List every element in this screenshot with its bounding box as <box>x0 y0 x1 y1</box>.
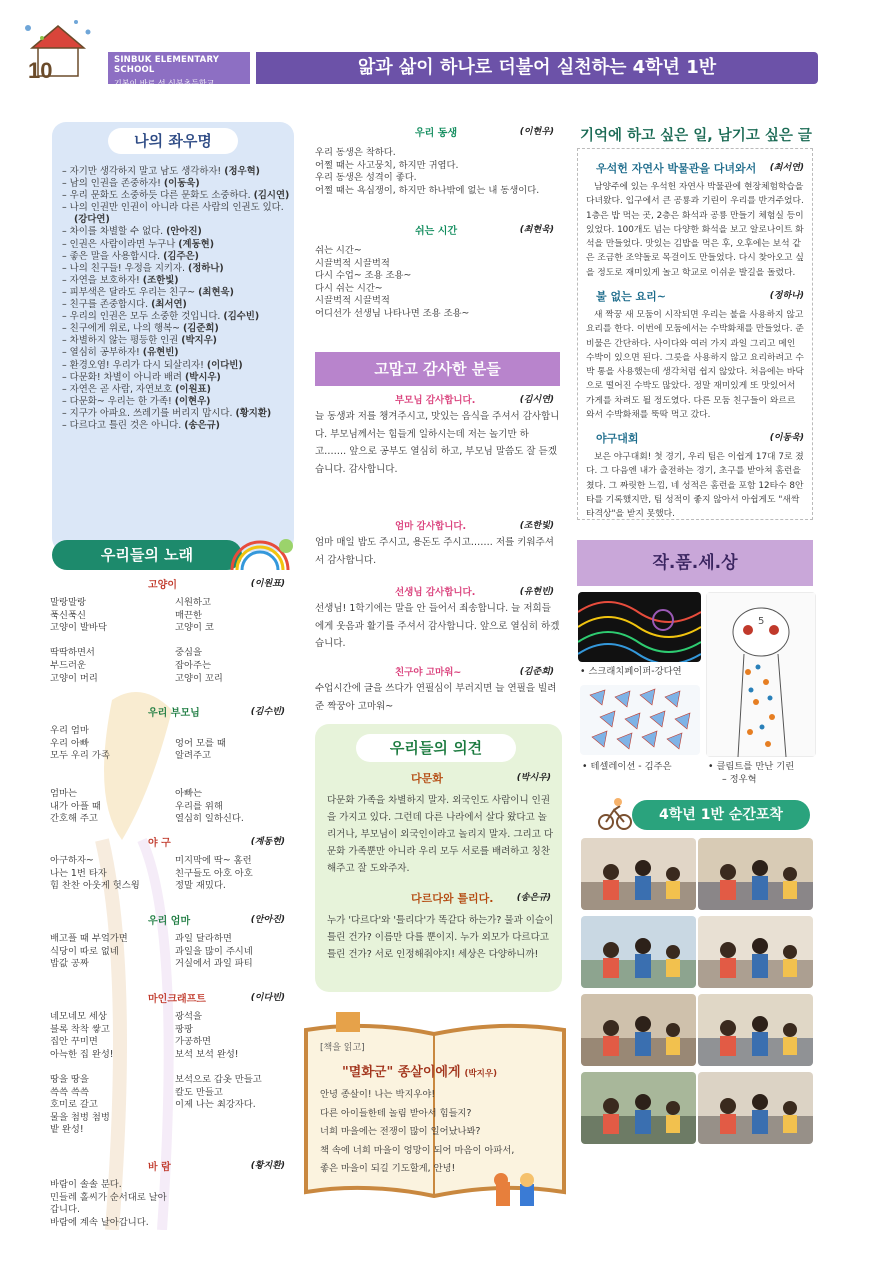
poem-author: (이현우) <box>519 127 554 137</box>
motto-author: (김주은) <box>163 250 199 262</box>
motto-author: (강다연) <box>74 214 110 226</box>
poem-line: 다시 수업~ 조용 조용~ <box>315 270 412 281</box>
song-title: 고양이 <box>148 580 177 591</box>
thanks-item <box>315 392 560 478</box>
motto-text: 나의 친구들! 우정을 지키자. <box>69 262 185 274</box>
song-poem <box>50 1158 295 1229</box>
rainbow-decoration <box>230 534 295 572</box>
poem-break-time <box>315 222 560 320</box>
motto-text: 남의 인권을 존중하자! <box>69 178 161 190</box>
motto-text: 환경오염! 우리가 다시 되살리자! <box>69 359 204 371</box>
thanks-item <box>315 518 560 569</box>
song-line: 우리를 위해 <box>175 800 223 812</box>
motto-author: (김준희) <box>183 323 219 335</box>
book-author: (박지우) <box>464 1069 497 1079</box>
motto-item: – 우리 문화도 소중하듯 다른 문화도 소중하다. (김시연) <box>62 190 290 202</box>
song-poem <box>50 834 295 893</box>
song-line: 보석으로 갑옷 만들고 <box>175 1073 262 1085</box>
motto-text: 다문화~ 우리는 한 가족! <box>69 395 172 407</box>
gallery-caption: • 테셀레이션 - 김주은 <box>582 761 672 772</box>
book-report <box>320 1040 552 1179</box>
song-line: 물을 첨벙 첨벙 <box>50 1111 110 1123</box>
memory-title: 야구대회 <box>596 432 639 445</box>
book-line: 안녕 종살이! 나는 박지우야! <box>320 1089 436 1100</box>
song-title: 우리 부모님 <box>148 708 200 719</box>
song-line: 미지막에 딱~ 홈런 <box>175 855 252 866</box>
song-line <box>175 775 295 788</box>
song-line: 고양이 발바닥 <box>50 622 107 634</box>
memory-title: 우석헌 자연사 박물관을 다녀와서 <box>596 162 757 175</box>
song-line: 바람이 솔솔 분다. <box>50 1179 122 1190</box>
motto-text: 좋은 말을 사용합시다. <box>69 250 161 262</box>
motto-text: 지구가 아파요. 쓰레기를 버리지 맙시다. <box>69 407 233 419</box>
memory-text: 보은 야구대회! 첫 경기, 우리 팀은 이쉽게 17대 7로 졌다. 그 다음엔 내가 출전하는 경기, 초구를 받아쳐 홈런을 쳤다. 그 짜릿한 느낌, 네 성적은 홈런을 포함 12타수 8안타를 기록했지만, 팀 성적이 좋지 않아서 아쉽게도 "새싹 타격상"을 받지 못했다. <box>586 452 804 520</box>
motto-author: (이동욱) <box>163 178 200 190</box>
motto-item: – 지구가 아파요. 쓰레기를 버리지 맙시다. (황지환) <box>62 407 272 419</box>
motto-item: – 나의 인권만 인권이 아니라 다른 사람의 인권도 있다. (강다연) <box>62 202 284 226</box>
song-line: 밥값 공짜 <box>50 958 89 970</box>
motto-author: (계동현) <box>178 238 214 250</box>
motto-author: (최현욱) <box>198 286 234 298</box>
motto-item: – 친구를 존중합시다. (최서연) <box>62 299 187 311</box>
memory-text: 새 짝꿍 새 모둠이 시작되면 우리는 불을 사용하지 않고 요리를 한다. 이번에 모둠에서는 수박화채를 만들었다. 준비물은 간단하다. 사이다와 여러 가지 과일 그리고 메인 수박이 있으면 된다. 그릇을 사용하지 않고 요리하려고 수박 통을 사용했는데 생각처럼 쉽지 않았다. 처음에는 바닥으로 떨어진 수박도 많았다. 정말 재미있게 또 맛있어서 가게를 차려도 될 정도였다. 다른 모둠 친구들이 와르르 와서 수박화채를 뚝딱 먹고 갔다. <box>586 310 804 421</box>
motto-list <box>62 166 290 432</box>
poem-lines <box>315 245 560 320</box>
song-title: 우리 엄마 <box>148 916 191 927</box>
motto-item: – 우리의 인권은 모두 소중한 것입니다. (김수빈) <box>62 311 260 323</box>
song-line: 칼도 만들고 <box>175 1086 223 1098</box>
song-line: 과일 달라하면 <box>175 933 232 944</box>
motto-item: – 자연은 곧 사람, 자연보호 (이원표) <box>62 383 211 395</box>
song-line: 내가 아플 때 <box>50 800 101 812</box>
songs-area <box>50 576 295 1226</box>
song-line: 열심히 일하신다. <box>175 813 244 825</box>
song-line: 우리 엄마 <box>50 725 89 736</box>
motto-author: (이현우) <box>174 395 211 407</box>
song-poem <box>50 912 295 971</box>
motto-item: – 친구에게 위로, 나의 행복~ (김준희) <box>62 323 219 335</box>
song-line: 이제 나는 최강자다. <box>175 1099 256 1111</box>
song-line: 아늑한 집 완성! <box>50 1048 114 1060</box>
motto-item: – 피부색은 달라도 우리는 친구~ (최현욱) <box>62 286 234 298</box>
song-line <box>50 775 175 788</box>
poem-lines <box>315 147 560 197</box>
song-line: 거실에서 과일 파티 <box>175 958 253 970</box>
thanks-item <box>315 664 560 715</box>
motto-text: 친구를 존중합시다. <box>69 299 149 311</box>
opinion-title: 다문화 <box>411 772 443 785</box>
thanks-text: 엄마 매일 밥도 주시고, 용돈도 주시고……. 저를 키워주셔서 감사합니다. <box>315 537 554 566</box>
poem-line: 시끌벅적 시끌벅적 <box>315 295 390 306</box>
song-line: 나는 1번 타자 <box>50 867 107 879</box>
song-line: 힘 찬찬 아웃게 헛스윙 <box>50 880 140 892</box>
song-line: 집안 꾸미면 <box>50 1036 98 1048</box>
thanks-author: (김시연) <box>519 395 554 405</box>
thanks-text: 늘 동생과 저를 챙겨주시고, 맛있는 음식을 주셔서 감사합니다. 부모님께서는 힘들게 일하시는데 저는 놀기만 하고……. 앞으로 공부도 열심히 하고, 부모님 말씀도 잘 듣겠습니다. 감사합니다. <box>315 411 560 475</box>
song-author: (안아진) <box>250 915 285 925</box>
memory-author: (정하나) <box>769 291 804 301</box>
song-line: 땅을 땅을 <box>50 1073 89 1085</box>
motto-text: 나의 인권만 인권이 아니라 다른 사람의 인권도 있다. <box>69 202 284 214</box>
gallery-caption: • 스크래치페이퍼-강다연 <box>580 666 682 677</box>
song-line: 아구하자~ <box>50 855 94 866</box>
motto-text: 차별하지 않는 평등한 인권 <box>69 335 179 347</box>
book-line: 좋은 마을이 되길 기도할게, 안녕! <box>320 1163 456 1174</box>
song-line: 고양이 머리 <box>50 672 98 684</box>
moment-photo <box>698 1072 813 1144</box>
memory-title: 불 없는 요리~ <box>596 290 667 303</box>
opinion-title: 다르다와 틀리다. <box>411 892 494 905</box>
school-name-bar <box>108 52 250 88</box>
motto-item: – 차이를 차별할 수 없다. (안아진) <box>62 226 202 238</box>
song-line: 블록 착착 쌓고 <box>50 1023 110 1035</box>
motto-item: – 다문화~ 우리는 한 가족! (이현우) <box>62 395 211 407</box>
opinion-text: 누가 '다르다'와 '틀리다'가 똑같다 하는가? 물과 이슬이 틀린 건가? 이름만 다를 뿐이지. 누가 외모가 다르다고 틀린 건가? 서로 인정해줘야지! 세상은 다양하니까! <box>327 915 554 960</box>
moments-heading: 4학년 1반 순간포착 <box>632 800 810 830</box>
motto-text: 자연을 보호하자! <box>69 274 140 286</box>
motto-item: – 다문화! 차별이 아니라 배려 (박시우) <box>62 371 221 383</box>
song-line: 배고플 때 부엌가면 <box>50 933 128 944</box>
motto-item: – 자연을 보호하자! (조한빛) <box>62 274 179 286</box>
song-line <box>175 1061 295 1074</box>
poem-title: 쉬는 시간 <box>415 226 458 237</box>
gallery-caption: • 클림트를 만난 기린 <box>708 761 795 772</box>
song-line <box>50 1061 175 1074</box>
song-line: 정말 재밌다. <box>175 880 226 892</box>
song-line: 딱딱하면서 <box>50 647 95 659</box>
poem-line: 어디선가 선생님 나타나면 조용 조용~ <box>315 307 470 319</box>
bicycle-icon <box>598 796 632 832</box>
songs-heading: 우리들의 노래 <box>52 540 242 570</box>
song-line <box>175 1112 295 1125</box>
poem-line: 다시 쉬는 시간~ <box>315 282 383 294</box>
book-letter <box>320 1086 552 1179</box>
poem-line: 어쩔 때는 욕심쟁이, 하지만 하나밖에 없는 내 동생이다. <box>315 184 540 196</box>
motto-author: (이다빈) <box>206 359 243 371</box>
motto-text: 다문화! 차별이 아니라 배려 <box>69 371 182 383</box>
motto-author: (박지우) <box>181 335 217 347</box>
opinion-item <box>327 890 555 963</box>
motto-item: – 자기만 생각하지 말고 남도 생각하자! (정우혁) <box>62 166 260 177</box>
book-line: 다른 아이들한테 놀림 받아서 힘들지? <box>320 1107 472 1119</box>
motto-author: (김수빈) <box>223 311 260 323</box>
motto-item: – 좋은 말을 사용합시다. (김주은) <box>62 250 199 262</box>
opinion-author: (박시우) <box>516 773 551 783</box>
book-line: 너희 마을에는 전쟁이 많이 일어났나봐? <box>320 1126 481 1137</box>
giraffe-artwork <box>706 592 816 757</box>
poem-line: 어쩔 때는 사고뭉치, 하지만 귀엽다. <box>315 159 459 171</box>
motto-author: (이원표) <box>175 383 211 395</box>
song-line <box>175 763 295 776</box>
tessellation-artwork <box>580 685 700 755</box>
memory-item <box>586 288 806 422</box>
motto-author: (송은규) <box>184 419 220 431</box>
song-author: (김수빈) <box>250 707 285 717</box>
motto-author: (김시연) <box>253 190 290 202</box>
gallery-heading: 작.품.세.상 <box>577 540 813 586</box>
motto-author: (안아진) <box>166 226 202 238</box>
moment-photo <box>581 838 696 910</box>
motto-item: – 열심히 공부하자! (유현빈) <box>62 347 179 359</box>
thanks-title: 친구야 고마워~ <box>395 667 462 678</box>
book-title: "멸화군" 종살이에게 <box>342 1065 461 1080</box>
motto-title: 나의 좌우명 <box>108 128 238 154</box>
song-author: (이다빈) <box>250 993 285 1003</box>
song-line: 알려주고 <box>175 750 211 762</box>
motto-author: (정하나) <box>187 262 224 274</box>
thanks-text: 선생님! 1학기에는 말을 안 들어서 죄송합니다. 늘 저희들에게 웃음과 활기를 주셔서 감사합니다. 앞으로 열심히 하겠습니다. <box>315 603 560 649</box>
song-line: 잡아주는 <box>175 659 211 671</box>
thanks-author: (조한빛) <box>519 521 554 531</box>
song-line: 중심을 <box>175 647 202 659</box>
poem-younger-sibling <box>315 124 560 197</box>
motto-item: – 남의 인권을 존중하자! (이동욱) <box>62 178 200 190</box>
gallery-caption: – 정우혁 <box>722 774 757 785</box>
motto-text: 우리 문화도 소중하듯 다른 문화도 소중하다. <box>69 190 251 202</box>
motto-text: 자연은 곧 사람, 자연보호 <box>69 383 173 395</box>
song-line <box>50 763 175 776</box>
poem-title: 우리 동생 <box>415 128 458 139</box>
motto-text: 다르다고 틀린 것은 아니다. <box>69 419 182 431</box>
song-line: 매끈한 <box>175 609 202 621</box>
motto-author: (조한빛) <box>142 274 179 286</box>
opinion-author: (송은규) <box>516 893 551 903</box>
motto-item: – 인권은 사람이라면 누구나 (계동현) <box>62 238 214 250</box>
memories-title: 기억에 하고 싶은 일, 남기고 싶은 글 <box>580 128 812 144</box>
song-line: 쓱쓱 쓱쓱 <box>50 1086 89 1098</box>
song-line <box>175 635 295 648</box>
song-line: 푹신푹신 <box>50 609 86 621</box>
song-line: 고양이 코 <box>175 622 214 634</box>
scratch-paper-artwork <box>578 592 701 662</box>
motto-item: – 나의 친구들! 우정을 지키자. (정하나) <box>62 262 224 274</box>
opinions-title: 우리들의 의견 <box>356 734 516 762</box>
song-line: 시원하고 <box>175 597 211 608</box>
song-line: 광석을 <box>175 1011 202 1022</box>
thanks-item <box>315 584 560 653</box>
thanks-title: 부모님 감사합니다. <box>395 395 476 406</box>
thanks-title: 엄마 감사합니다. <box>395 521 467 532</box>
song-line: 민들레 홀씨가 순서대로 날아갑니다. <box>50 1191 167 1216</box>
book-line: 책 속에 너희 마을이 엉망이 되어 마음이 아파서, <box>320 1144 515 1156</box>
thanks-author: (유현빈) <box>519 587 554 597</box>
poem-author: (최현욱) <box>519 225 554 235</box>
motto-author: (정우혁) <box>224 166 260 177</box>
moment-photo <box>698 838 813 910</box>
motto-text: 피부색은 달라도 우리는 친구~ <box>69 286 196 298</box>
song-line: 모두 우리 가족 <box>50 750 110 762</box>
motto-item: – 다르다고 틀린 것은 아니다. (송은규) <box>62 419 220 431</box>
poem-line: 우리 동생은 착하다. <box>315 147 396 158</box>
poem-line: 시끌벅적 시끌벅적 <box>315 257 390 269</box>
motto-author: (최서연) <box>151 299 187 311</box>
memory-item <box>586 430 806 521</box>
moment-photo <box>581 994 696 1066</box>
class-title: 앎과 삶이 하나로 더불어 실천하는 4학년 1반 <box>256 52 818 84</box>
song-title: 마인크래프트 <box>148 994 206 1005</box>
poem-line: 우리 동생은 성격이 좋다. <box>315 172 417 184</box>
song-title: 야 구 <box>148 838 171 849</box>
song-line: 친구들도 아호 아호 <box>175 867 253 879</box>
svg-text:5: 5 <box>758 616 765 627</box>
memory-text: 남양주에 있는 우석헌 자연사 박물관에 현장체험학습을 다녀왔다. 입구에서 큰 공룡과 기린이 우리를 반겨주었다. 1층은 밥 먹는 곳, 2층은 화석과 공룡 만들기 체험실 등이 있었다. 100개도 넘는 다양한 화석을 보고 알로나이트 화석을 만들었다. 맛있는 김밥을 먹은 후, 오후에는 보석 같은 조금한 조약돌로 목걸이도 만들었다. 다시 찾아오고 싶을 정도로 재미있게 놀고 학교로 이쉬운 발길을 돌렸다. <box>586 182 804 278</box>
song-author: (계동현) <box>250 837 285 847</box>
page-number: 10 <box>28 58 53 83</box>
thanks-title: 선생님 감사합니다. <box>395 587 476 598</box>
song-line: 가공하면 <box>175 1036 211 1048</box>
song-author: (이원표) <box>250 579 285 589</box>
thanks-text: 수업시간에 글을 쓰다가 연필심이 부러지면 늘 연필을 빌려준 짝꿍아 고마워~ <box>315 683 557 712</box>
song-poem <box>50 576 295 685</box>
song-poem <box>50 704 295 826</box>
song-line: 엄마는 <box>50 787 77 799</box>
song-line: 과일을 많이 주시네 <box>175 945 253 957</box>
thanks-author: (김준희) <box>519 667 554 677</box>
motto-text: 차이를 차별할 수 없다. <box>69 226 164 238</box>
song-line: 우리 아빠 <box>50 737 89 749</box>
motto-item: – 차별하지 않는 평등한 인권 (박지우) <box>62 335 217 347</box>
song-line <box>175 725 295 738</box>
song-line: 밭 완성! <box>50 1124 84 1136</box>
song-line: 네모네모 세상 <box>50 1011 107 1022</box>
song-line <box>50 635 175 648</box>
memory-author: (최서연) <box>769 163 804 173</box>
moment-photo <box>698 916 813 988</box>
song-author: (황지환) <box>250 1161 285 1171</box>
memory-author: (이동욱) <box>769 433 804 443</box>
moment-photo <box>581 916 696 988</box>
motto-text: 열심히 공부하자! <box>69 347 140 359</box>
book-tag: [책을 읽고] <box>320 1043 365 1053</box>
opinion-item <box>327 770 555 877</box>
motto-item: – 환경오염! 우리가 다시 되살리자! (이다빈) <box>62 359 243 371</box>
motto-text: 인권은 사람이라면 누구나 <box>69 238 176 250</box>
motto-author: (박시우) <box>184 371 221 383</box>
memory-item <box>586 160 806 280</box>
song-line: 아빠는 <box>175 787 202 799</box>
thanks-heading: 고맙고 감사한 분들 <box>315 352 560 386</box>
song-line <box>175 1124 295 1137</box>
motto-text: 자기만 생각하지 말고 남도 생각하자! <box>69 166 222 177</box>
song-line: 부드러운 <box>50 659 86 671</box>
motto-author: (유현빈) <box>142 347 179 359</box>
song-line: 엉어 모를 때 <box>175 737 226 749</box>
song-line: 말랑말랑 <box>50 597 86 608</box>
song-line: 팡팡 <box>175 1023 193 1035</box>
song-line: 식당이 따로 없네 <box>50 945 119 957</box>
song-title: 바 람 <box>148 1162 171 1173</box>
school-motto: 기본이 바로 선 신북초등학교 <box>114 79 215 88</box>
poem-line: 쉬는 시간~ <box>315 245 362 256</box>
motto-text: 친구에게 위로, 나의 행복~ <box>69 323 181 335</box>
motto-text: 우리의 인권은 모두 소중한 것입니다. <box>69 311 221 323</box>
song-poem <box>50 990 295 1137</box>
motto-author: (황지환) <box>235 407 272 419</box>
moment-photo <box>581 1072 696 1144</box>
moment-photo <box>698 994 813 1066</box>
school-name-en: SINBUK ELEMENTARY SCHOOL <box>114 55 220 75</box>
song-line: 보석 보석 완성! <box>175 1048 239 1060</box>
song-line: 간호해 주고 <box>50 813 98 825</box>
song-line: 바람에 계속 날아갑니다. <box>50 1216 149 1228</box>
song-line: 고양이 꼬리 <box>175 672 223 684</box>
song-line: 호미로 갈고 <box>50 1099 98 1111</box>
opinion-text: 다문화 가족을 차별하지 말자. 외국인도 사람이니 인권을 가지고 있다. 그런데 다른 나라에서 살다 왔다고 놀리거나, 부모님이 외국인이라고 놀리지 말자. 그리고 다문화 가족뿐만 아니라 우리 모두 서로를 배려하고 칭찬해주고 잘 도와주자. <box>327 795 554 874</box>
